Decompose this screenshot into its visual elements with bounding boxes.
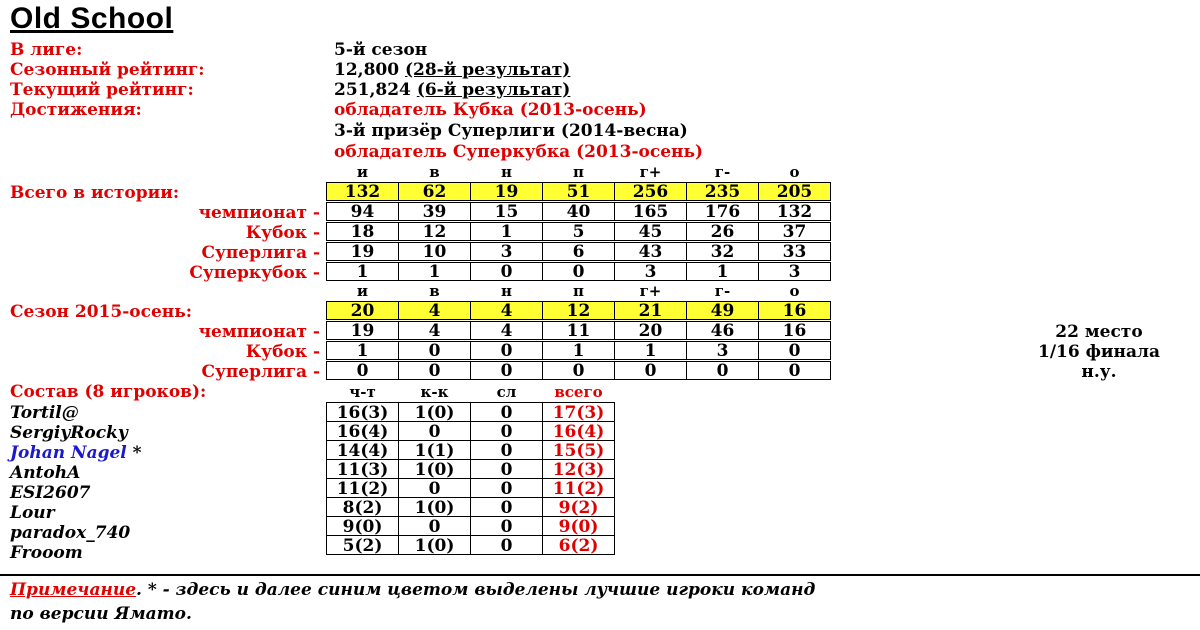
info-value [334, 80, 570, 100]
stat-cell: 15 [470, 202, 543, 221]
stat-cell: 19 [326, 242, 399, 261]
roster-cell: 16(4) [542, 421, 615, 441]
column-headers [326, 163, 830, 181]
info-value-text: 5-й сезон [334, 40, 428, 60]
total-cell: 4 [470, 301, 543, 320]
player-name [10, 443, 142, 463]
roster-headers [326, 383, 614, 401]
stat-cell: 1 [326, 341, 399, 360]
player-name-text: SergiyRocky [10, 423, 128, 443]
stat-cell: 0 [542, 361, 615, 380]
stat-cell: 20 [614, 321, 687, 340]
column-header: п [573, 163, 584, 181]
roster-cell: 9(0) [326, 516, 399, 536]
column-header: в [429, 163, 440, 181]
roster-cell: 0 [398, 516, 471, 536]
roster-cell: 1(0) [398, 402, 471, 422]
roster-cell: 1(0) [398, 497, 471, 517]
total-cell: 132 [326, 182, 399, 201]
stat-cell: 0 [686, 361, 759, 380]
roster-cell: 0 [470, 459, 543, 479]
stat-cell: 132 [758, 202, 831, 221]
row-label: Кубок - [245, 223, 320, 243]
stat-cell: 3 [758, 262, 831, 281]
column-header: и [356, 163, 369, 181]
total-cell: 49 [686, 301, 759, 320]
roster-cell: 9(0) [542, 516, 615, 536]
roster-cell: 6(2) [542, 535, 615, 555]
total-cell: 51 [542, 182, 615, 201]
roster-cell: 0 [470, 402, 543, 422]
total-cell: 19 [470, 182, 543, 201]
player-name-text: Tortil@ [10, 403, 79, 423]
info-value-text: 12,800 [334, 60, 405, 80]
stat-cell: 0 [758, 341, 831, 360]
season-label: Сезон 2015-осень: [10, 302, 193, 322]
info-value-text: обладатель Суперкубка (2013-осень) [334, 142, 704, 162]
stat-cell: 1 [470, 222, 543, 241]
info-value [334, 142, 703, 162]
info-label: Текущий рейтинг: [10, 80, 194, 100]
stat-cell: 46 [686, 321, 759, 340]
stat-cell: 1 [398, 262, 471, 281]
roster-cell: 5(2) [326, 535, 399, 555]
stat-cell: 0 [398, 341, 471, 360]
stat-cell: 33 [758, 242, 831, 261]
stat-cell: 0 [470, 361, 543, 380]
stat-cell: 12 [398, 222, 471, 241]
info-value-text: обладатель Кубка (2013-осень) [334, 100, 647, 120]
roster-cell: 9(2) [542, 497, 615, 517]
player-name-text: ESI2607 [10, 483, 91, 503]
total-cell: 256 [614, 182, 687, 201]
roster-cell: 0 [470, 535, 543, 555]
stat-cell: 0 [326, 361, 399, 380]
roster-cell: 11(2) [326, 478, 399, 498]
column-header: и [356, 282, 369, 300]
stat-cell: 19 [326, 321, 399, 340]
best-player-mark: * [126, 443, 142, 463]
column-header: г+ [639, 163, 662, 181]
roster-cell: 0 [470, 440, 543, 460]
stat-cell: 26 [686, 222, 759, 241]
total-cell: 21 [614, 301, 687, 320]
roster-cell: 16(3) [326, 402, 399, 422]
player-name [10, 543, 83, 563]
player-name [10, 423, 128, 443]
roster-cell: 1(0) [398, 459, 471, 479]
info-value [334, 40, 427, 60]
stat-cell: 4 [470, 321, 543, 340]
row-label: чемпионат - [198, 322, 320, 342]
roster-label: Состав (8 игроков): [10, 382, 207, 402]
history-total-row [326, 182, 830, 200]
info-value [334, 60, 570, 80]
season-total-row [326, 301, 830, 319]
total-cell: 235 [686, 182, 759, 201]
stat-cell: 1 [686, 262, 759, 281]
total-cell: 20 [326, 301, 399, 320]
column-header: г- [714, 163, 731, 181]
note-text: . * - здесь и далее синим цветом выделены лучшие игроки команд [136, 580, 816, 600]
history-label: Всего в истории: [10, 183, 180, 203]
player-name-text: Frooom [10, 543, 83, 563]
player-name [10, 403, 79, 423]
total-cell: 12 [542, 301, 615, 320]
stat-cell: 1 [326, 262, 399, 281]
column-headers [326, 282, 830, 300]
info-label: Сезонный рейтинг: [10, 60, 205, 80]
stat-cell: 0 [470, 341, 543, 360]
roster-cell: 0 [398, 478, 471, 498]
roster-cell: 11(3) [326, 459, 399, 479]
note-line-1 [10, 580, 815, 600]
row-label: Суперлига - [201, 243, 320, 263]
column-header: н [501, 282, 512, 300]
info-value-extra: (6-й результат) [416, 80, 571, 100]
roster-cell: 0 [470, 478, 543, 498]
stat-cell: 43 [614, 242, 687, 261]
stat-cell: 4 [398, 321, 471, 340]
stat-cell: 16 [758, 321, 831, 340]
info-value-extra: (28-й результат) [404, 60, 571, 80]
roster-cell: 11(2) [542, 478, 615, 498]
row-result: н.у. [1081, 362, 1117, 382]
info-value [334, 100, 647, 120]
divider [0, 574, 1200, 576]
stat-row [326, 361, 830, 379]
stat-cell: 0 [470, 262, 543, 281]
roster-table [326, 402, 614, 554]
total-cell: 62 [398, 182, 471, 201]
stat-cell: 176 [686, 202, 759, 221]
stat-cell: 1 [542, 341, 615, 360]
total-cell: 205 [758, 182, 831, 201]
stat-row [326, 202, 830, 220]
stat-cell: 6 [542, 242, 615, 261]
row-result: 1/16 финала [1037, 342, 1160, 362]
player-name-text: Johan Nagel [10, 443, 127, 463]
stat-row [326, 222, 830, 240]
stat-cell: 11 [542, 321, 615, 340]
column-header: о [789, 163, 800, 181]
player-name [10, 523, 130, 543]
stat-cell: 37 [758, 222, 831, 241]
column-header: о [789, 282, 800, 300]
roster-header: всего [554, 383, 603, 401]
stat-cell: 1 [614, 341, 687, 360]
stat-cell: 40 [542, 202, 615, 221]
player-name-text: AntohA [10, 463, 81, 483]
stat-cell: 39 [398, 202, 471, 221]
player-name [10, 483, 91, 503]
info-label: Достижения: [10, 100, 142, 120]
total-cell: 4 [398, 301, 471, 320]
roster-cell: 1(1) [398, 440, 471, 460]
note-label: Примечание [10, 580, 137, 600]
stat-cell: 0 [542, 262, 615, 281]
stat-row [326, 242, 830, 260]
roster-cell: 0 [398, 421, 471, 441]
stat-cell: 0 [398, 361, 471, 380]
player-name [10, 463, 80, 483]
row-label: Суперкубок - [189, 263, 320, 283]
stat-row [326, 321, 830, 339]
stat-row [326, 262, 830, 280]
column-header: н [501, 163, 512, 181]
row-label: Кубок - [245, 342, 320, 362]
row-label: чемпионат - [198, 203, 320, 223]
roster-cell: 0 [470, 421, 543, 441]
player-name-text: paradox_740 [10, 523, 131, 543]
column-header: п [573, 282, 584, 300]
roster-cell: 17(3) [542, 402, 615, 422]
stat-cell: 165 [614, 202, 687, 221]
roster-header: сл [496, 383, 517, 401]
stat-cell: 3 [686, 341, 759, 360]
roster-cell: 0 [470, 497, 543, 517]
stat-cell: 45 [614, 222, 687, 241]
row-label: Суперлига - [201, 362, 320, 382]
roster-cell: 15(5) [542, 440, 615, 460]
stat-cell: 10 [398, 242, 471, 261]
stat-cell: 5 [542, 222, 615, 241]
roster-cell: 14(4) [326, 440, 399, 460]
roster-header: к-к [420, 383, 449, 401]
roster-cell: 8(2) [326, 497, 399, 517]
info-label: В лиге: [10, 40, 83, 60]
player-name [10, 503, 55, 523]
roster-cell: 16(4) [326, 421, 399, 441]
note-line-2: по версии Ямато. [10, 604, 192, 624]
roster-cell: 1(0) [398, 535, 471, 555]
roster-cell: 12(3) [542, 459, 615, 479]
total-cell: 16 [758, 301, 831, 320]
column-header: в [429, 282, 440, 300]
stat-cell: 18 [326, 222, 399, 241]
info-value [334, 121, 688, 141]
stat-cell: 0 [614, 361, 687, 380]
stat-cell: 94 [326, 202, 399, 221]
column-header: г+ [639, 282, 662, 300]
stat-row [326, 341, 830, 359]
info-value-text: 251,824 [334, 80, 417, 100]
stat-cell: 3 [614, 262, 687, 281]
roster-cell: 0 [470, 516, 543, 536]
info-value-text: 3-й призёр Суперлиги (2014-весна) [334, 121, 688, 141]
player-name-text: Lour [10, 503, 55, 523]
stat-cell: 0 [758, 361, 831, 380]
roster-header: ч-т [349, 383, 376, 401]
stat-cell: 32 [686, 242, 759, 261]
column-header: г- [714, 282, 731, 300]
stat-cell: 3 [470, 242, 543, 261]
row-result: 22 место [1055, 322, 1143, 342]
team-title: Old School [10, 2, 174, 35]
